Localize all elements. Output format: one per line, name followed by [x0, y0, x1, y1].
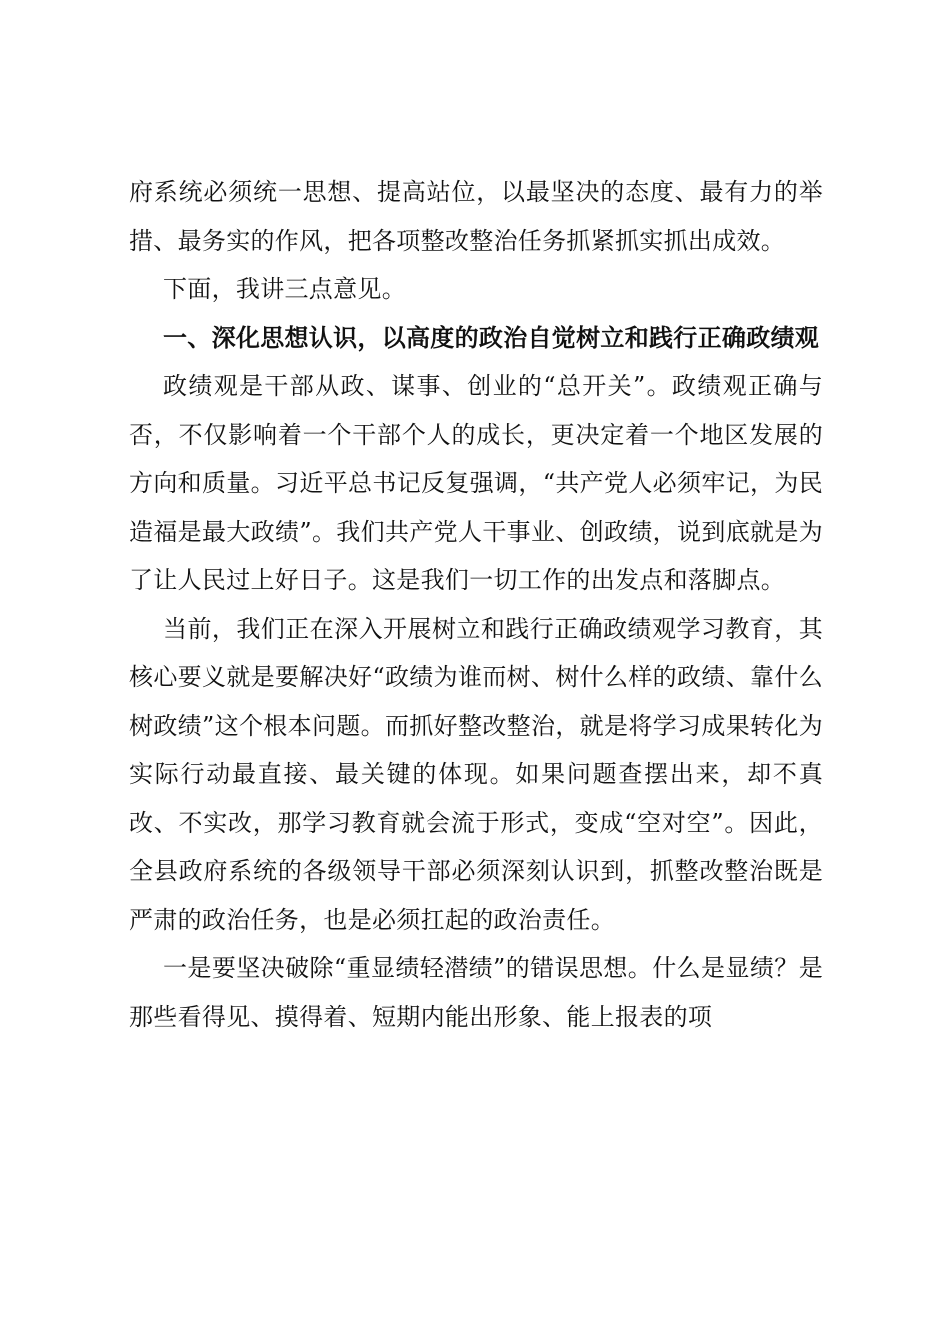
- paragraph-body: 一是要坚决破除“重显绩轻潜绩”的错误思想。什么是显绩？是那些看得见、摸得着、短期内能出形象、能上报表的项: [129, 954, 823, 1031]
- paragraph-intro: 下面，我讲三点意见。: [163, 275, 406, 303]
- section-heading: 一、深化思想认识，以高度的政治自觉树立和践行正确政绩观: [163, 323, 820, 352]
- document-body: [129, 168, 823, 1041]
- paragraph-continuation: 府系统必须统一思想、提高站位，以最坚决的态度、最有力的举措、最务实的作风，把各项整改整治任务抓紧抓实抓出成效。: [129, 178, 823, 255]
- paragraph-body: 政绩观是干部从政、谋事、创业的“总开关”。政绩观正确与否，不仅影响着一个干部个人的成长，更决定着一个地区发展的方向和质量。习近平总书记反复强调，“共产党人必须牢记，为民造福是最大政绩”。我们共产党人干事业、创政绩，说到底就是为了让人民过上好日子。这是我们一切工作的出发点和落脚点。: [129, 372, 823, 594]
- paragraph-body: 当前，我们正在深入开展树立和践行正确政绩观学习教育，其核心要义就是要解决好“政绩为谁而树、树什么样的政绩、靠什么树政绩”这个根本问题。而抓好整改整治，就是将学习成果转化为实际行动最直接、最关键的体现。如果问题查摆出来，却不真改、不实改，那学习教育就会流于形式，变成“空对空”。因此，全县政府系统的各级领导干部必须深刻认识到，抓整改整治既是严肃的政治任务，也是必须扛起的政治责任。: [129, 614, 823, 934]
